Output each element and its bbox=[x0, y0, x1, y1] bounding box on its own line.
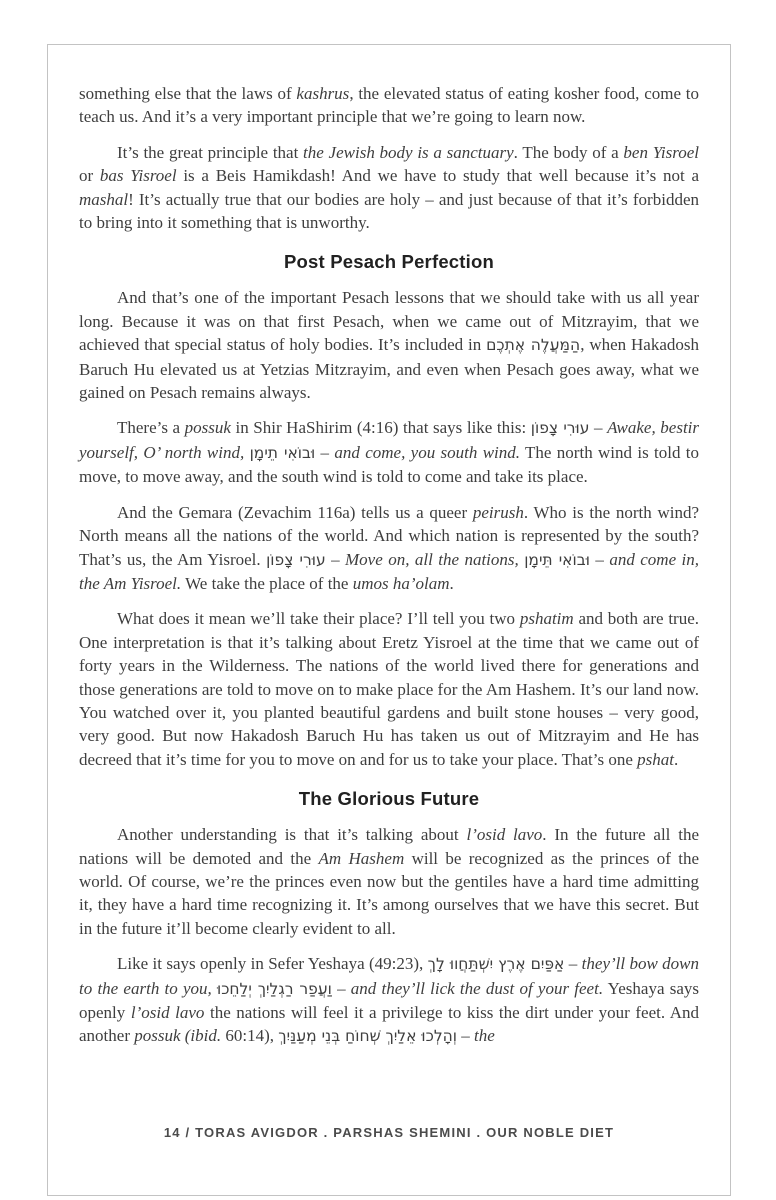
body-text: . bbox=[449, 573, 454, 593]
italic-text: l’osid lavo bbox=[466, 825, 543, 845]
body-text: something else that the laws of bbox=[79, 84, 297, 103]
body-paragraph bbox=[79, 952, 699, 1049]
body-text: , the elevated status of eating kosher food, come to teach us. And it’s a very important principle that we’re going to learn now. bbox=[79, 84, 699, 127]
italic-text: pshat bbox=[637, 749, 675, 769]
italic-text: umos ha’olam bbox=[352, 573, 450, 593]
italic-text: and come in, the Am Yisroel. bbox=[79, 549, 700, 593]
body-text: the nations will feel it a privilege to kiss the dirt under your feet. And another bbox=[79, 1003, 699, 1046]
italic-text: Am Hashem bbox=[318, 848, 405, 868]
body-text: – bbox=[564, 954, 582, 974]
italic-text: and they’ll lick the dust of your feet. bbox=[350, 978, 604, 998]
body-paragraph bbox=[79, 416, 699, 488]
italic-text: ben Yisroel bbox=[623, 142, 699, 162]
italic-text: peirush bbox=[472, 502, 524, 522]
body-text: and both are true. One interpretation is that it’s talking about Eretz Yisroel at the time that we came out of forty years in the Wilderness. The nations of the world lived there for generations and those generations are told to move on to make place for the Am Hashem. It’s our land now. You watched over it, you planted beautiful gardens and built stone houses – very good, very good. But now Hakadosh Baruch Hu has taken us out of Mitzrayim and He has decreed that it’s time for you to move on and for us to take your place. That’s one bbox=[79, 609, 699, 769]
italic-text: possuk (ibid. bbox=[134, 1026, 222, 1046]
body-paragraph bbox=[79, 286, 699, 404]
body-text: – bbox=[589, 418, 608, 438]
body-text: What does it mean we’ll take their place? I’ll tell you two bbox=[117, 609, 520, 629]
italic-text: they’ll bow down to the earth to you, bbox=[79, 954, 700, 998]
body-paragraph bbox=[79, 141, 699, 235]
body-text: . The body of a bbox=[513, 142, 624, 162]
body-text: – bbox=[331, 978, 351, 998]
body-text: It’s the great principle that bbox=[117, 142, 304, 162]
section-heading: Post Pesach Perfection bbox=[283, 251, 495, 273]
section-heading: The Glorious Future bbox=[298, 788, 480, 810]
hebrew-phrase: עוּרִי צָפוֹן bbox=[530, 419, 590, 438]
body-paragraph bbox=[79, 607, 699, 771]
italic-text: and come, you south wind. bbox=[334, 442, 521, 462]
body-text: . bbox=[674, 749, 679, 769]
body-text: There’s a bbox=[117, 418, 185, 438]
body-paragraph bbox=[79, 501, 699, 596]
body-text: Like it says openly in Sefer Yeshaya (49:23), bbox=[117, 954, 428, 974]
body-text: – bbox=[325, 549, 346, 569]
body-text: . In the future all the nations will be demoted and the bbox=[79, 825, 699, 868]
body-text: , when Hakadosh Baruch Hu elevated us at Yetzias Mitzrayim, and even when Pesach goes away, what we gained on Pesach remains always. bbox=[79, 335, 700, 403]
hebrew-phrase: וּבוֹאִי תֵּימָן bbox=[524, 550, 590, 569]
italic-text: l’osid lavo bbox=[130, 1003, 205, 1022]
hebrew-phrase: הַמַּעֲלֶה אֶתְכֶם bbox=[486, 336, 581, 355]
body-text: in Shir HaShirim (4:16) that says like this: bbox=[230, 418, 531, 438]
body-text: is a Beis Hamikdash! And we have to study that well because it’s not a bbox=[176, 166, 699, 186]
italic-text: bas Yisroel bbox=[99, 166, 177, 186]
page-footer: 14 / TORAS AVIGDOR . PARSHAS SHEMINI . OUR NOBLE DIET bbox=[163, 1125, 615, 1140]
hebrew-phrase: אַפַּיִם אֶרֶץ יִשְׁתַּחֲווּ לָךְ bbox=[427, 955, 565, 974]
italic-text: kashrus bbox=[296, 84, 350, 103]
hebrew-phrase: וּבוֹאִי תֵימָן bbox=[249, 443, 316, 462]
body-text: 60:14), bbox=[221, 1026, 279, 1046]
body-text: or bbox=[79, 166, 100, 186]
body-paragraph bbox=[79, 823, 699, 940]
body-text: – bbox=[457, 1026, 474, 1046]
italic-text: Move on, all the nations, bbox=[345, 549, 519, 569]
body-text: . Who is the north wind? North means all the nations of the world. And which nation is represented by the south? That’s us, the Am Yisroel. bbox=[79, 502, 700, 569]
italic-text: mashal bbox=[79, 189, 129, 209]
hebrew-phrase: וְהָלְכוּ אֵלַיִךְ שְׁחוֹחַ בְּנֵי מְעַנַּיִךְ bbox=[278, 1027, 457, 1046]
italic-text: pshatim bbox=[519, 609, 574, 629]
body-text: ! It’s actually true that our bodies are holy – and just because of that it’s forbidden to bring into it something that is unworthy. bbox=[79, 189, 699, 233]
italic-text: Awake, bestir yourself, O’ north wind, bbox=[79, 418, 700, 462]
hebrew-phrase: עוּרִי צָפוֹן bbox=[266, 550, 326, 569]
italic-text: the bbox=[474, 1026, 495, 1046]
article-content bbox=[79, 82, 699, 1049]
body-text: The north wind is told to move, to move away, and the south wind is told to come and take its place. bbox=[79, 442, 700, 487]
body-text: Yeshaya says openly bbox=[79, 978, 699, 1022]
italic-text: the Jewish body is a sanctuary bbox=[303, 142, 514, 162]
body-text: We take the place of the bbox=[181, 573, 353, 593]
italic-text: possuk bbox=[184, 418, 231, 438]
body-text: will be recognized as the princes of the world. Of course, we’re the princes even now but the gentiles have a hard time admitting it, they have a hard time recognizing it. It’s among ourselves that we have this secret. But in the future it’ll become clearly evident to all. bbox=[79, 848, 699, 938]
body-text: – bbox=[589, 549, 610, 569]
hebrew-phrase: וַעֲפַר רַגְלַיִךְ יְלַחֵכוּ bbox=[217, 979, 332, 998]
document-page bbox=[47, 44, 731, 1196]
body-paragraph bbox=[79, 82, 699, 129]
body-text: And that’s one of the important Pesach lessons that we should take with us all year long. Because it was on that first Pesach, when we came out of Mitzrayim, that we achieved that special status of holy bodies. It’s included in bbox=[79, 288, 699, 355]
body-text: Another understanding is that it’s talking about bbox=[117, 825, 467, 845]
body-text: And the Gemara (Zevachim 116a) tells us a queer bbox=[117, 502, 473, 522]
body-text: – bbox=[315, 442, 335, 462]
